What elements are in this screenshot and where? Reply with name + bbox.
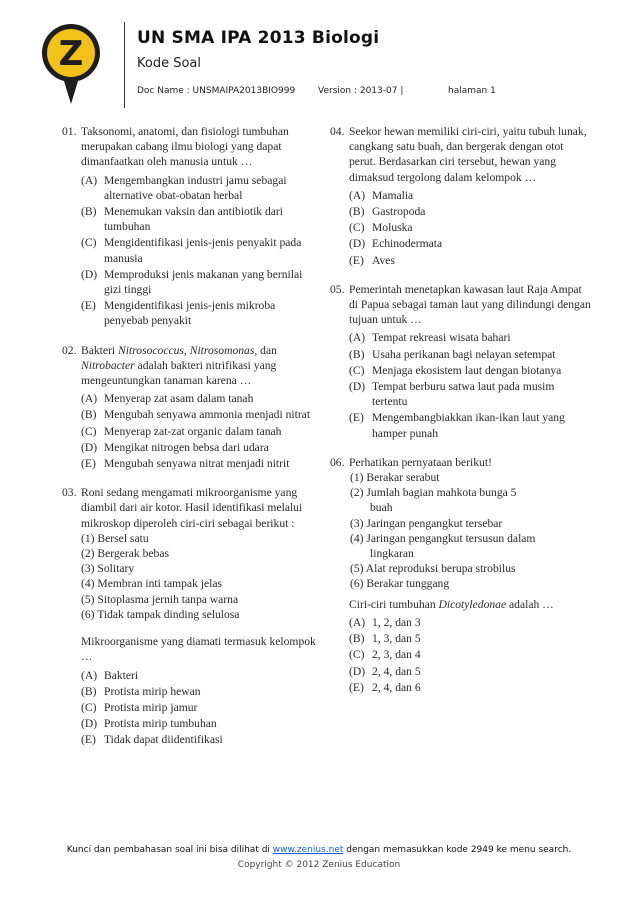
option-text: Menemukan vaksin dan antibiotik dari tumbuhan xyxy=(104,205,284,234)
statement-continued: buah xyxy=(370,501,393,515)
option-c xyxy=(81,424,320,439)
option-text: Mengubah senyawa ammonia menjadi nitrat xyxy=(104,408,311,422)
right-column xyxy=(330,124,592,709)
option-text: Mengidentifikasi jenis-jenis mikroba penyebab penyakit xyxy=(104,299,276,328)
option-text: 2, 3, dan 4 xyxy=(372,648,421,662)
question-text: Pemerintah menetapkan kawasan laut Raja Ampat di Papua sebagai taman laut yang dilindungi dengan tujuan untuk … xyxy=(349,282,591,327)
option-text: Menjaga ekosistem laut dengan biotanya xyxy=(372,363,562,377)
statement: (2) Jumlah bagian mahkota bunga 5 xyxy=(350,486,517,500)
document-subtitle: Kode Soal xyxy=(137,56,201,71)
option-label: (A) xyxy=(81,392,98,406)
question-text: Bakteri Nitrosococcus, Nitrosomonas, dan Nitrobacter adalah bakteri nitrifikasi yang mengeuntungkan tanaman karena … xyxy=(81,343,277,388)
option-label: (E) xyxy=(81,733,96,747)
option-text: Usaha perikanan bagi nelayan setempat xyxy=(372,347,556,361)
option-a xyxy=(349,188,592,203)
option-b xyxy=(349,631,592,646)
option-text: Tempat berburu satwa laut pada musim tertentu xyxy=(372,380,555,409)
option-label: (B) xyxy=(349,205,365,219)
option-a xyxy=(349,330,592,345)
option-a xyxy=(81,391,320,406)
option-e xyxy=(81,732,320,747)
option-c xyxy=(349,363,592,378)
question-number: 03. xyxy=(62,486,77,500)
statement: (1) Bersel satu xyxy=(81,531,149,545)
question-4 xyxy=(330,124,592,268)
statement: (6) Berakar tunggang xyxy=(350,577,450,591)
option-label: (E) xyxy=(349,411,364,425)
question-2 xyxy=(62,343,320,472)
option-text: Protista mirip hewan xyxy=(104,684,201,698)
option-text: 2, 4, dan 5 xyxy=(372,664,421,678)
option-text: Echinodermata xyxy=(372,237,443,251)
option-text: Menyerap zat-zat organic dalam tanah xyxy=(104,424,282,438)
page-number: halaman 1 xyxy=(448,86,496,96)
option-c xyxy=(349,220,592,235)
option-text: Aves xyxy=(372,253,395,267)
option-label: (A) xyxy=(349,188,366,202)
option-label: (A) xyxy=(81,173,98,187)
option-text: Mengembangkan industri jamu sebagai alternative obat-obatan herbal xyxy=(104,173,287,202)
species-name: Nitrosococcus, Nitrosomonas, xyxy=(118,343,258,357)
question-text: Taksonomi, anatomi, dan fisiologi tumbuhan merupakan cabang ilmu biologi yang dapat dimanfaatkan oleh manusia untuk … xyxy=(81,125,289,169)
option-label: (E) xyxy=(81,299,96,313)
question-number: 01. xyxy=(62,125,77,138)
statement: (6) Tidak tampak dinding selulosa xyxy=(81,607,240,621)
option-d xyxy=(349,379,592,409)
statement: (2) Bergerak bebas xyxy=(81,547,169,561)
question-number: 02. xyxy=(62,343,77,357)
option-text: Menyerap zat asam dalam tanah xyxy=(104,392,254,406)
option-label: (D) xyxy=(349,380,366,394)
options xyxy=(62,668,320,748)
doc-name: Doc Name : UNSMAIPA2013BIO999 xyxy=(137,86,296,96)
option-text: 2, 4, dan 6 xyxy=(372,680,421,694)
options xyxy=(330,330,592,440)
option-label: (A) xyxy=(81,668,98,682)
option-e xyxy=(349,680,592,695)
option-label: (B) xyxy=(81,408,97,422)
option-d xyxy=(81,440,320,455)
question-prompt: Mikroorganisme yang diamati termasuk kelompok … xyxy=(81,635,316,664)
document-title: UN SMA IPA 2013 Biologi xyxy=(137,28,380,48)
option-b xyxy=(349,204,592,219)
option-label: (C) xyxy=(81,700,97,714)
option-label: (C) xyxy=(349,648,365,662)
option-d xyxy=(349,664,592,679)
options xyxy=(330,188,592,268)
statement: (1) Berakar serabut xyxy=(350,471,440,485)
question-5 xyxy=(330,282,592,441)
option-label: (D) xyxy=(81,717,98,731)
option-e xyxy=(81,298,320,328)
option-c xyxy=(81,700,320,715)
statement: (5) Sitoplasma jernih tanpa warna xyxy=(81,592,239,606)
option-label: (E) xyxy=(349,253,364,267)
statement: (4) Jaringan pengangkut tersusun dalam xyxy=(350,531,536,545)
question-text: Seekor hewan memiliki ciri-ciri, yaitu tubuh lunak, cangkang satu buah, dan bergerak dengan otot perut. Berdasarkan ciri tersebut, hewan yang dimaksud tergolong dalam kelompok … xyxy=(349,125,587,184)
option-label: (D) xyxy=(81,267,98,281)
option-label: (C) xyxy=(81,424,97,438)
option-label: (B) xyxy=(349,347,365,361)
options xyxy=(62,173,320,329)
option-label: (D) xyxy=(349,237,366,251)
option-text: Mengubah senyawa nitrat menjadi nitrit xyxy=(104,457,290,471)
question-number: 06. xyxy=(330,455,345,469)
doc-version: Version : 2013-07 | xyxy=(318,86,404,96)
question-number: 04. xyxy=(330,125,345,138)
options xyxy=(330,615,592,695)
question-1 xyxy=(62,124,320,329)
option-label: (C) xyxy=(81,236,97,250)
option-c xyxy=(349,647,592,662)
option-label: (B) xyxy=(81,684,97,698)
option-b xyxy=(349,347,592,362)
option-text: Gastropoda xyxy=(372,205,426,219)
option-a xyxy=(81,668,320,683)
option-text: Mengidentifikasi jenis-jenis penyakit pada manusia xyxy=(104,236,302,265)
option-e xyxy=(349,253,592,268)
option-a xyxy=(81,173,320,203)
option-a xyxy=(349,615,592,630)
statement: (5) Alat reproduksi berupa strobilus xyxy=(350,562,516,576)
option-text: Bakteri xyxy=(104,668,139,682)
statement-continued: lingkaran xyxy=(370,547,414,561)
option-label: (C) xyxy=(349,221,365,235)
question-text: Roni sedang mengamati mikroorganisme yang diambil dari air kotor. Hasil identifikasi melalui mikroskop diperoleh ciri-ciri sebagai berikut : xyxy=(81,486,303,530)
option-label: (A) xyxy=(349,331,366,345)
statement: (3) Solitary xyxy=(81,562,135,576)
logo-letter: Z xyxy=(58,34,84,74)
option-b xyxy=(81,204,320,234)
option-b xyxy=(81,684,320,699)
option-text: Protista mirip tumbuhan xyxy=(104,717,217,731)
taxon-name: Dicotyledonae xyxy=(438,597,507,611)
statement: (3) Jaringan pengangkut tersebar xyxy=(350,516,503,530)
option-e xyxy=(349,410,592,440)
option-text: Mengembangbiakkan ikan-ikan laut yang hamper punah xyxy=(372,411,565,440)
option-text: Tidak dapat diidentifikasi xyxy=(104,733,223,747)
zenius-link[interactable]: www.zenius.net xyxy=(272,845,344,855)
question-6 xyxy=(330,455,592,695)
option-d xyxy=(349,236,592,251)
option-label: (D) xyxy=(81,440,98,454)
option-d xyxy=(81,716,320,731)
option-label: (B) xyxy=(349,632,365,646)
option-text: Memproduksi jenis makanan yang bernilai gizi tinggi xyxy=(104,267,303,297)
question-number: 05. xyxy=(330,282,345,296)
option-label: (E) xyxy=(81,457,96,471)
option-label: (B) xyxy=(81,205,97,219)
question-prompt: Ciri-ciri tumbuhan Dicotyledonae adalah … xyxy=(349,597,554,611)
footer-note: Kunci dan pembahasan soal ini bisa dilihat di www.zenius.net dengan memasukkan kode 2949 ke menu search. xyxy=(66,845,572,855)
option-text: Mamalia xyxy=(372,188,414,202)
option-label: (C) xyxy=(349,363,365,377)
option-c xyxy=(81,235,320,265)
option-label: (A) xyxy=(349,615,366,629)
option-text: Protista mirip jamur xyxy=(104,700,198,714)
option-text: Moluska xyxy=(372,221,413,235)
option-d xyxy=(81,267,320,297)
option-text: 1, 3, dan 5 xyxy=(372,632,421,646)
option-b xyxy=(81,407,320,422)
option-text: Mengikat nitrogen bebsa dari udara xyxy=(104,440,269,454)
species-name: Nitrobacter xyxy=(81,358,135,372)
options xyxy=(62,391,320,471)
option-text: Tempat rekreasi wisata bahari xyxy=(372,331,511,345)
left-column xyxy=(62,124,320,762)
option-text: 1, 2, dan 3 xyxy=(372,615,421,629)
question-3 xyxy=(62,485,320,747)
option-label: (D) xyxy=(349,664,366,678)
header-divider xyxy=(124,22,125,108)
copyright: Copyright © 2012 Zenius Education xyxy=(237,860,401,870)
option-label: (E) xyxy=(349,680,364,694)
zenius-logo xyxy=(40,22,102,107)
option-e xyxy=(81,456,320,471)
question-text: Perhatikan pernyataan berikut! xyxy=(349,455,492,469)
statement: (4) Membran inti tampak jelas xyxy=(81,577,223,591)
